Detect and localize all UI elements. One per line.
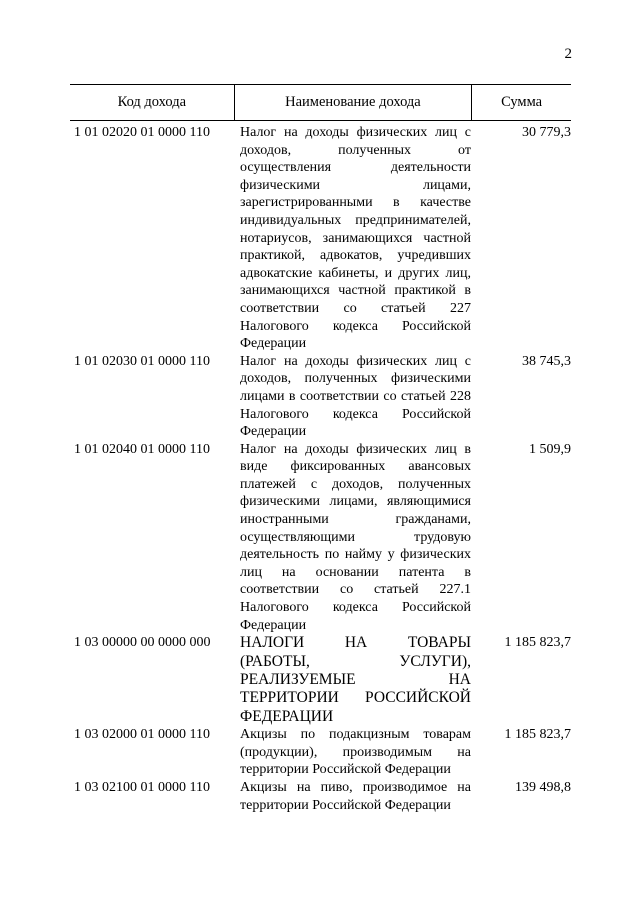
income-sum: 1 509,9 (529, 441, 571, 457)
income-sum: 30 779,3 (522, 125, 571, 140)
table-row (70, 779, 571, 814)
income-name: Налог на доходы физических лиц в виде фиксированных авансовых платежей с доходов, полученных физическими лицами, являющимися иностранными гражданами, осуществляющими трудовую деятельность по найму у физических лиц на основании патента в соответствии со статьей 227.1 Налогового кодекса Российской Федерации (240, 441, 471, 633)
table-row (70, 634, 571, 726)
income-name: Налог на доходы физических лиц с доходов, полученных от осуществления деятельности физическими лицами, зарегистрированными в качестве индивидуальных предпринимателей, нотариусов, занимающихся частной практикой, адвокатов, учредивших адвокатские кабинеты, и других лиц, занимающихся частной практикой в соответствии со статьей 227 Налогового кодекса Российской Федерации (240, 125, 471, 352)
table-row (70, 353, 571, 441)
income-sum: 1 185 823,7 (504, 727, 571, 743)
income-name: НАЛОГИ НА ТОВАРЫ (РАБОТЫ, УСЛУГИ), РЕАЛИЗУЕМЫЕ НА ТЕРРИТОРИИ РОССИЙСКОЙ ФЕДЕРАЦИИ (240, 634, 471, 725)
table-body (70, 121, 571, 814)
income-name: Акцизы по подакцизным товарам (продукции), производимым на территории Российской Федерации (240, 727, 471, 778)
income-code: 1 01 02040 01 0000 110 (74, 441, 210, 457)
table-row (70, 441, 571, 635)
table-header (70, 84, 571, 121)
income-sum: 1 185 823,7 (504, 635, 571, 651)
income-table (70, 84, 571, 814)
income-code: 1 01 02030 01 0000 110 (74, 353, 210, 369)
header-code: Код дохода (70, 85, 235, 120)
header-sum: Сумма (501, 94, 543, 110)
income-sum: 38 745,3 (522, 353, 571, 369)
income-name: Налог на доходы физических лиц с доходов, полученных физическими лицами в соответствии со статьей 228 Налогового кодекса Российской Федерации (240, 353, 471, 440)
income-code: 1 03 02100 01 0000 110 (74, 780, 210, 796)
income-name: Акцизы на пиво, производимое на территории Российской Федерации (240, 780, 471, 813)
table-row (70, 124, 571, 353)
table-row (70, 726, 571, 779)
page-number: 2 (564, 46, 572, 62)
income-code: 1 03 02000 01 0000 110 (74, 727, 210, 743)
header-name: Наименование дохода (235, 85, 473, 120)
income-code: 1 03 00000 00 0000 000 (74, 635, 211, 651)
income-sum: 139 498,8 (515, 780, 571, 796)
income-code: 1 01 02020 01 0000 110 (74, 125, 210, 140)
